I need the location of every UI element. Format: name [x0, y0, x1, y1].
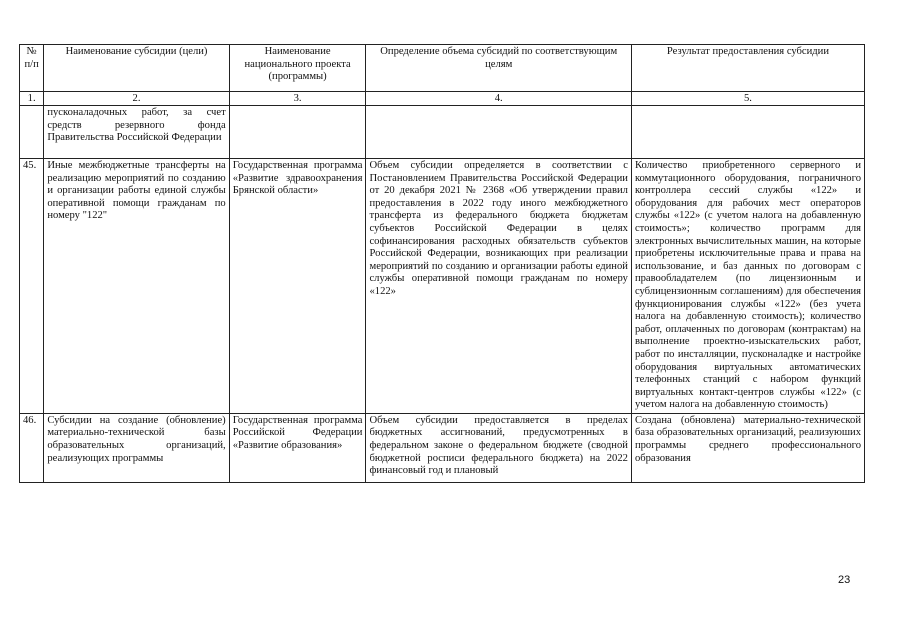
volume-cell — [366, 106, 631, 159]
result-cell: Создана (обновлена) материально-технической база образовательных организаций, реализуюших программы среднего профессионального образования — [631, 413, 864, 482]
subsidy-name-cell: Иные межбюджетные трансферты на реализацию мероприятий по созданию и организации работы единой службы оперативной помощи гражданам по номеру "122" — [44, 159, 229, 414]
subsidy-table — [19, 44, 865, 483]
header-number: № п/п — [20, 45, 44, 92]
column-number: 4. — [366, 92, 631, 106]
header-national-project: Наименование национального проекта (программы) — [229, 45, 366, 92]
row-number — [20, 106, 44, 159]
page-number: 23 — [838, 574, 851, 586]
project-cell: Государственная программа «Развитие здравоохранения Брянской области» — [229, 159, 366, 414]
project-cell — [229, 106, 366, 159]
subsidy-name-cell: Субсидии на создание (обновление) материально-технической базы образовательных организаций, реализующих программы — [44, 413, 229, 482]
volume-cell: Объем субсидии предоставляется в пределах бюджетных ассигнований, предусмотренных в федеральном законе о федеральном бюджете (сводной бюджетной росписи федерального бюджета) на 2022 финансовый год и плановый — [366, 413, 631, 482]
volume-cell: Объем субсидии определяется в соответствии с Постановлением Правительства Российской Федерации от 20 декабря 2021 № 2368 «Об утверждении правил предоставления в 2022 году иного межбюджетного трансферта из федерального бюджета бюджетам субъектов Российской Федерации в целях софинансирования расходных обязательств субъектов Российской Федерации, возникающих при реализации мероприятий по созданию и организации работы единой службы оперативной помощи гражданам по номеру «122» — [366, 159, 631, 414]
table-header-row — [20, 45, 865, 92]
table-row — [20, 159, 865, 414]
column-number: 3. — [229, 92, 366, 106]
table-row — [20, 413, 865, 482]
result-cell — [631, 106, 864, 159]
header-subsidy-name: Наименование субсидии (цели) — [44, 45, 229, 92]
header-result: Результат предоставления субсидии — [631, 45, 864, 92]
table-row — [20, 106, 865, 159]
row-number: 46. — [20, 413, 44, 482]
project-cell: Государственная программа Российской Федерации «Развитие образования» — [229, 413, 366, 482]
header-volume-definition: Определение объема субсидий по соответствующим целям — [366, 45, 631, 92]
result-cell: Количество приобретенного серверного и коммутационного оборудования, пограничного контроллера сессий службы «122» и оборудования для рабочих мест операторов службы «122» (с учетом налога на добавленную стоимость»; количество программ для электронных вычислительных машин, на которые приобретены исключительные права и права на использование, и баз данных по договорам с правообладателем (по лицензионным и сублицензионным соглашениям) для обеспечения функционирования службы «122» (без учета налога на добавленную стоимость); количество работ, оплаченных по договорам (контрактам) на выполнение проектно-изыскательских работ, работ по инсталляции, пусконаладке и настройке оборудования виртуальных автоматических телефонных станций с набором функций виртуальных контакт-центров службы «122» (с учетом налога на добавленную стоимость) — [631, 159, 864, 414]
column-number-row — [20, 92, 865, 106]
column-number: 5. — [631, 92, 864, 106]
row-number: 45. — [20, 159, 44, 414]
column-number: 2. — [44, 92, 229, 106]
subsidy-name-cell: пусконаладочных работ, за счет средств резервного фонда Правительства Российской Федерации — [44, 106, 229, 159]
column-number: 1. — [20, 92, 44, 106]
